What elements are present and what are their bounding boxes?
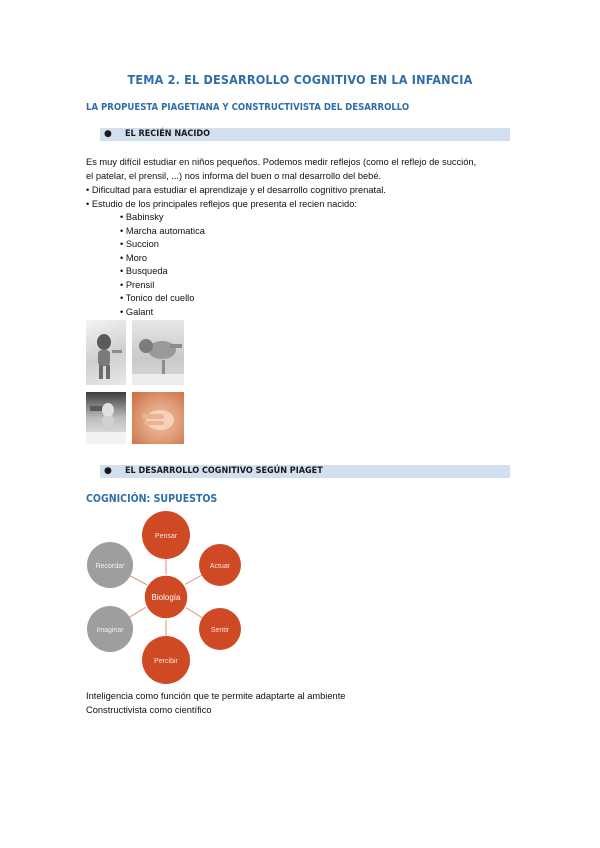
reflex-item: • Babinsky (120, 212, 164, 222)
baby-photo-lying (132, 320, 184, 385)
reflex-item: • Tonico del cuello (120, 293, 195, 303)
constructivista-line: Constructivista como científico (86, 705, 212, 715)
node-label-percibir: Percibir (154, 658, 178, 665)
bullet-icon: ● (104, 129, 112, 139)
node-recordar (87, 542, 133, 588)
node-label-pensar: Pensar (154, 533, 178, 540)
node-label-biologia: Biología (151, 593, 181, 602)
inteligencia-line: Inteligencia como función que te permite adaptarte al ambiente (86, 691, 346, 701)
cognition-diagram (80, 505, 250, 685)
baby-photo-walking (86, 320, 126, 385)
document-title: TEMA 2. EL DESARROLLO COGNITIVO EN LA INFANCIA (127, 72, 473, 87)
node-actuar (199, 544, 241, 586)
section-heading-piaget: EL DESARROLLO COGNITIVO SEGÚN PIAGET (125, 466, 323, 476)
node-label-recordar: Recordar (95, 563, 125, 570)
section-heading-bar-piaget (100, 465, 510, 478)
node-label-sentir: Sentir (210, 627, 230, 634)
node-imaginar (87, 606, 133, 652)
reflex-item: • Moro (120, 253, 148, 263)
bullet-estudio-reflejos: • Estudio de los principales reflejos que presenta el recien nacido: (86, 199, 357, 209)
reflex-item: • Marcha automatica (120, 226, 205, 236)
cognition-title: COGNICIÓN: SUPUESTOS (86, 493, 218, 505)
baby-photo-held (86, 392, 126, 444)
paragraph-line-1: Es muy difícil estudiar en niños pequeños. Podemos medir reflejos (como el reflejo de succión, (86, 157, 477, 167)
node-label-actuar: Actuar (209, 563, 231, 570)
reflex-item: • Busqueda (120, 266, 168, 276)
document-subtitle: LA PROPUESTA PIAGETIANA Y CONSTRUCTIVISTA DEL DESARROLLO (86, 102, 410, 113)
node-label-imaginar: Imaginar (96, 627, 124, 634)
node-biologia-center (144, 575, 188, 619)
reflex-item: • Galant (120, 307, 154, 317)
reflex-item: • Prensil (120, 280, 155, 290)
reflex-item: • Succion (120, 239, 159, 249)
paragraph-line-2: el patelar, el prensil, ...) nos informa del buen o mal desarrollo del bebé. (86, 171, 382, 181)
bullet-icon: ● (104, 466, 112, 476)
section-heading-recien-nacido: EL RECIÉN NACIDO (125, 129, 210, 139)
node-sentir (199, 608, 241, 650)
node-pensar (142, 511, 190, 559)
node-percibir (142, 636, 190, 684)
bullet-dificultad: • Dificultad para estudiar el aprendizaje y el desarrollo cognitivo prenatal. (86, 185, 386, 195)
baby-photo-grasp-reflex (132, 392, 184, 444)
section-heading-bar-recien-nacido (100, 128, 510, 141)
